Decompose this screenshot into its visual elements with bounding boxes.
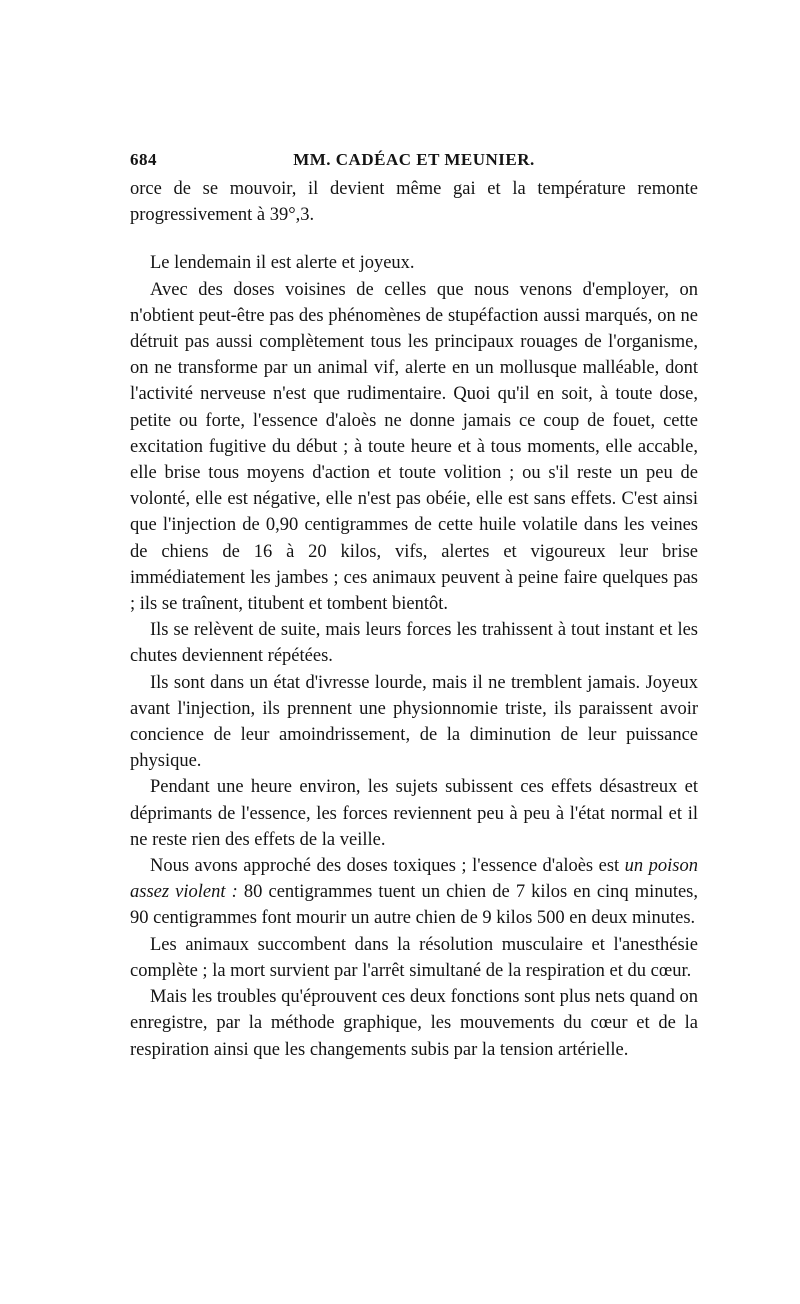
paragraph: Ils sont dans un état d'ivresse lourde, mais il ne tremblent jamais. Joyeux avant l'injection, ils prennent une physionnomie triste, ils paraissent avoir concience de leur amoindrissement, de la diminution de leur puissance physique. [130, 672, 698, 772]
paragraph-text: 80 centigrammes tuent un chien de 7 kilos en cinq minutes, 90 centigrammes font mourir un autre chien de 9 kilos 500 en deux minutes. [130, 882, 698, 929]
running-title: MM. CADÉAC ET MEUNIER. [293, 150, 535, 169]
body-text [130, 176, 698, 1063]
paragraph-text: Nous avons approché des doses toxiques ; l'essence d'aloès est [150, 856, 625, 877]
emphasis-text: un poison assez violent : [130, 856, 699, 903]
paragraph: Le lendemain il est alerte et joyeux. [150, 253, 415, 274]
page-number: 684 [130, 150, 157, 169]
paragraph: Avec des doses voisines de celles que nous venons d'employer, on n'obtient peut-être pas des phénomènes de stupéfaction aussi marqués, on ne détruit pas aussi complètement tous les principaux rouages de l'organisme, on ne transforme par un animal vif, alerte en un mollusque malléable, dont l'activité nerveuse n'est que rudimentaire. Quoi qu'il en soit, à toute dose, petite ou forte, l'essence d'aloès ne donne jamais ce coup de fouet, cette excitation fugitive du début ; à toute heure et à tous moments, elle accable, elle brise tous moyens d'action et toute volition ; ou s'il reste un peu de volonté, elle est négative, elle n'est pas obéie, elle est sans effets. C'est ainsi que l'injection de 0,90 centigrammes de cette huile volatile dans les veines de chiens de 16 à 20 kilos, vifs, alertes et vigoureux leur brise immédiatement les jambes ; ces animaux peuvent à peine faire quelques pas ; ils se traînent, titubent et tombent bientôt. [130, 279, 698, 615]
paragraph: Mais les troubles qu'éprouvent ces deux fonctions sont plus nets quand on enregistre, par la méthode graphique, les mouvements du cœur et de la respiration ainsi que les changements subis par la tension artérielle. [130, 987, 698, 1060]
paragraph: Pendant une heure environ, les sujets subissent ces effets désastreux et déprimants de l'essence, les forces reviennent peu à peu à l'état normal et il ne reste rien des effets de la veille. [130, 777, 698, 850]
paragraph: Ils se relèvent de suite, mais leurs forces les trahissent à tout instant et les chutes deviennent répétées. [130, 620, 698, 667]
paragraph-with-emphasis [130, 853, 698, 932]
paragraph: Les animaux succombent dans la résolution musculaire et l'anesthésie complète ; la mort survient par l'arrêt simultané de la respiration et du cœur. [130, 934, 698, 981]
book-page [130, 150, 698, 1063]
paragraph-continuation: orce de se mouvoir, il devient même gai et la température remonte progressivement à 39°,3. [130, 179, 698, 226]
running-head [130, 150, 698, 176]
